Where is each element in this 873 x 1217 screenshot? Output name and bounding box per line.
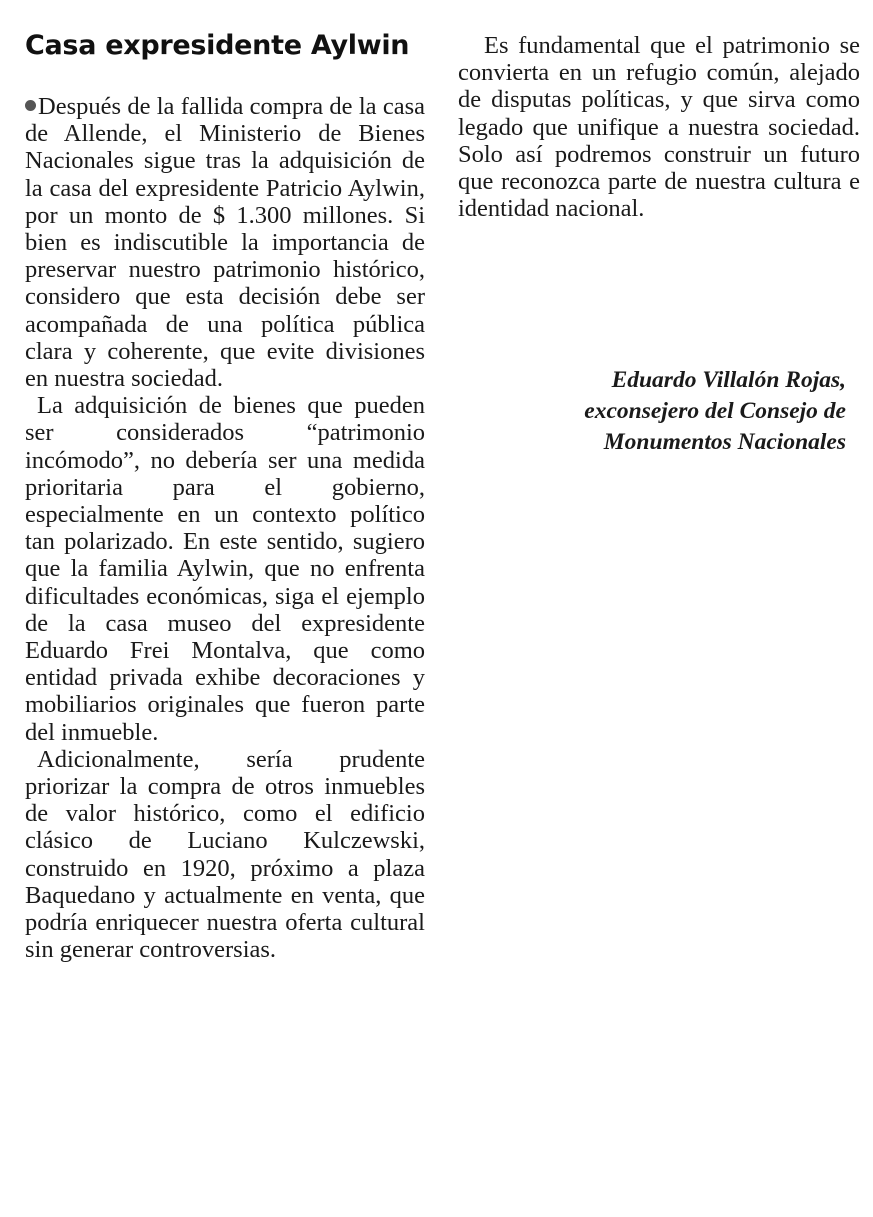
signature-role-line-2: Monumentos Nacionales <box>603 429 846 455</box>
paragraph-1-text: Después de la fallida compra de la casa de Allende, el Ministerio de Bienes Nacionales sigue tras la adquisición de la casa del expresidente Patricio Aylwin, por un monto de $ 1.300 millones. Si bien es indiscutible la importancia de preservar nuestro patrimonio histórico, considero que esta decisión debe ser acompañada de una política pública clara y coherente, que evite divisiones en nuestra sociedad. <box>25 93 425 393</box>
signature-role-line-1: exconsejero del Consejo de <box>584 398 846 424</box>
bullet-icon <box>25 100 36 111</box>
signature-name: Eduardo Villalón Rojas, <box>611 367 846 393</box>
left-column <box>25 93 425 964</box>
article-paragraph-4: Es fundamental que el patrimonio se convierta en un refugio común, alejado de disputas políticas, y que sirva como legado que unifique a nuestra sociedad. Solo así podremos construir un futuro que reconozca parte de nuestra cultura e identidad nacional. <box>458 32 860 223</box>
article-paragraph-1 <box>25 93 425 392</box>
right-column <box>458 32 860 455</box>
article-paragraph-3: Adicionalmente, sería prudente priorizar la compra de otros inmuebles de valor histórico, como el edificio clásico de Luciano Kulczewski, construido en 1920, próximo a plaza Baquedano y actualmente en venta, que podría enriquecer nuestra oferta cultural sin generar controversias. <box>25 745 425 964</box>
article-paragraph-2: La adquisición de bienes que pueden ser considerados “patrimonio incómodo”, no debería ser una medida prioritaria para el gobierno, especialmente en un contexto político tan polarizado. En este sentido, sugiero que la familia Aylwin, que no enfrenta dificultades económicas, siga el ejemplo de la casa museo del expresidente Eduardo Frei Montalva, que como entidad privada exhibe decoraciones y mobiliarios originales que fueron parte del inmueble. <box>25 392 425 746</box>
signature-block <box>446 365 846 458</box>
article-title: Casa expresidente Aylwin <box>25 30 410 61</box>
